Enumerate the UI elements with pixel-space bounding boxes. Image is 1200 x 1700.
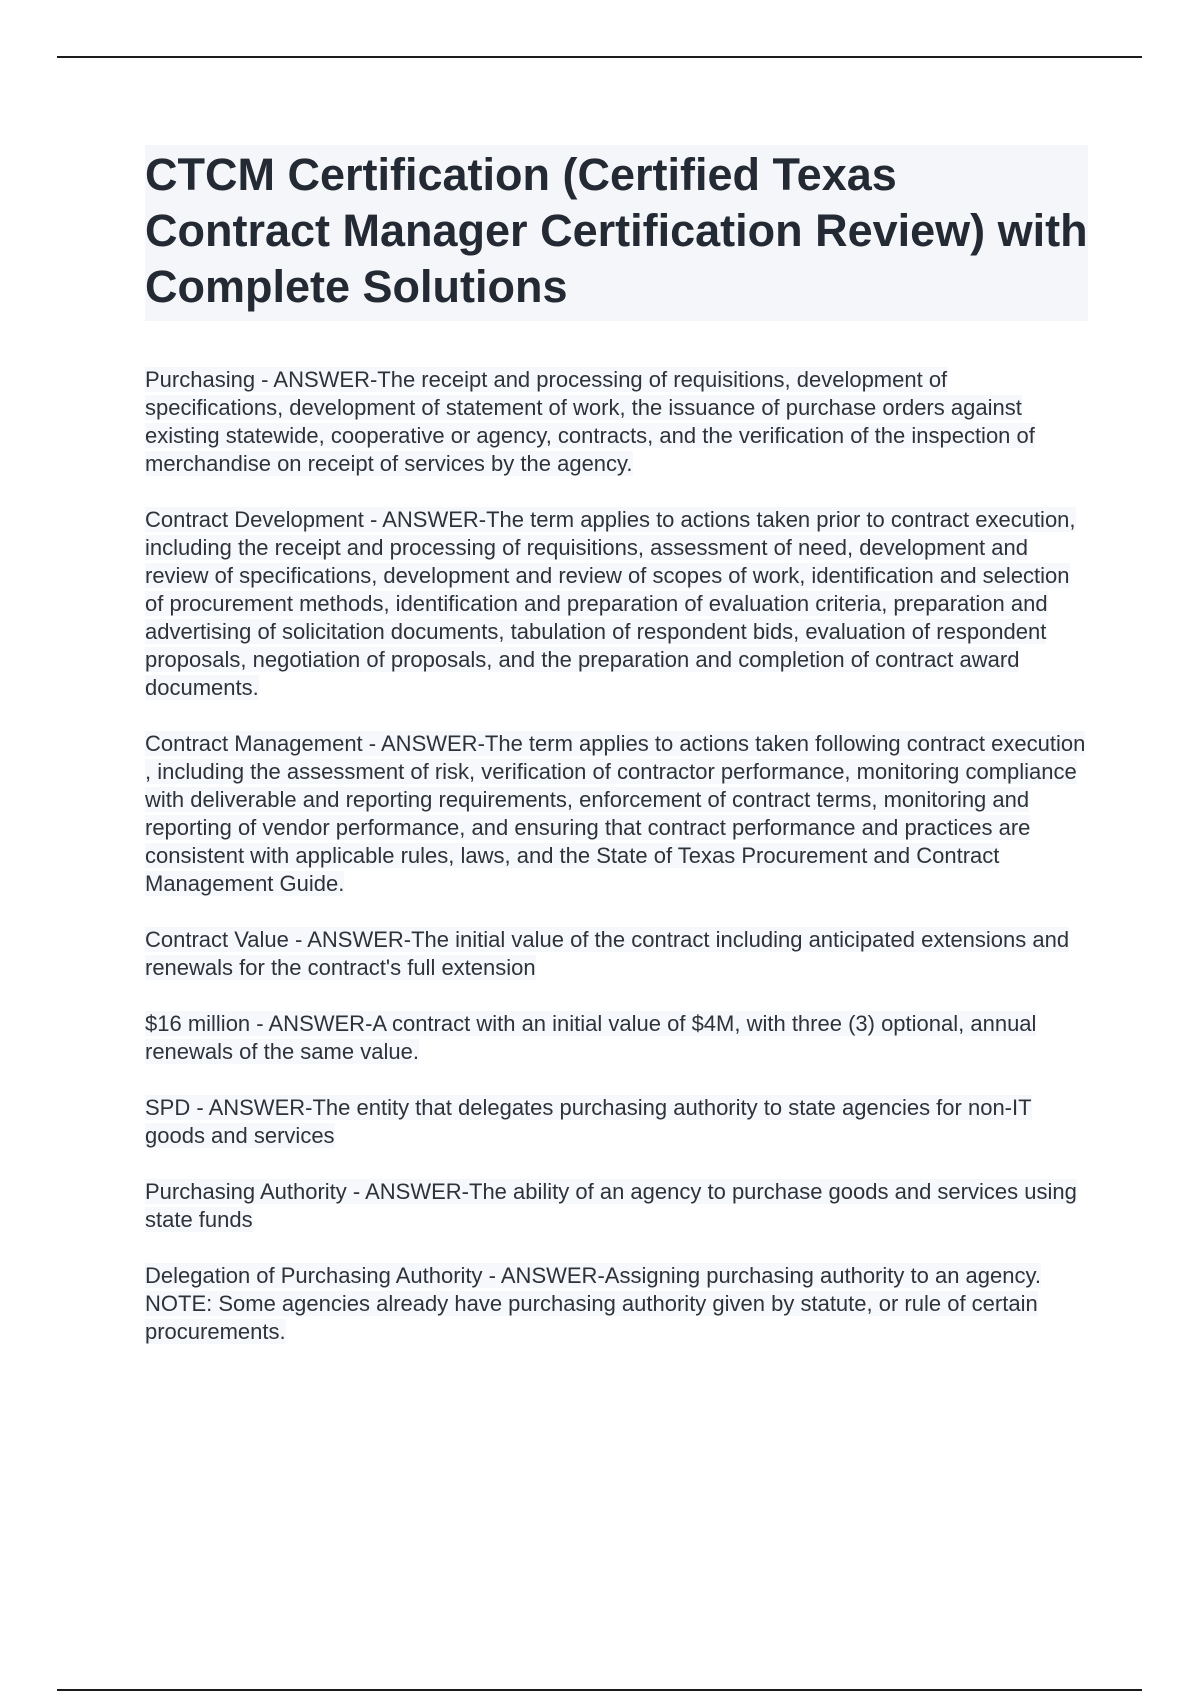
qa-entry [145, 506, 1088, 702]
qa-entry [145, 1178, 1088, 1234]
qa-entry-text: Purchasing - ANSWER-The receipt and processing of requisitions, development of specifications, development of statement of work, the issuance of purchase orders against existing statewide, cooperative or agency, contracts, and the verification of the inspection of merchandise on receipt of services by the agency. [145, 367, 1035, 476]
qa-entry [145, 366, 1088, 478]
bottom-rule [57, 1689, 1142, 1691]
top-rule [57, 56, 1142, 58]
qa-entry [145, 926, 1088, 982]
qa-entry-text: SPD - ANSWER-The entity that delegates purchasing authority to state agencies for non-IT goods and services [145, 1095, 1032, 1148]
qa-entry-text: Purchasing Authority - ANSWER-The ability of an agency to purchase goods and services using state funds [145, 1179, 1077, 1232]
qa-entry-text: Contract Management - ANSWER-The term applies to actions taken following contract execution , including the assessment of risk, verification of contractor performance, monitoring compliance with deliverable and reporting requirements, enforcement of contract terms, monitoring and reporting of vendor performance, and ensuring that contract performance and practices are consistent with applicable rules, laws, and the State of Texas Procurement and Contract Management Guide. [145, 731, 1086, 896]
document-title: CTCM Certification (Certified Texas Contract Manager Certification Review) with Complete Solutions [145, 149, 1088, 312]
title-block [145, 145, 1088, 321]
qa-entry-text: Contract Development - ANSWER-The term applies to actions taken prior to contract execution, including the receipt and processing of requisitions, assessment of need, development and review of specifications, development and review of scopes of work, identification and selection of procurement methods, identification and preparation of evaluation criteria, preparation and advertising of solicitation documents, tabulation of respondent bids, evaluation of respondent proposals, negotiation of proposals, and the preparation and completion of contract award documents. [145, 507, 1076, 700]
qa-list [145, 366, 1088, 1374]
qa-entry-text: Delegation of Purchasing Authority - ANSWER-Assigning purchasing authority to an agency. NOTE: Some agencies already have purchasing authority given by statute, or rule of certain procurements. [145, 1263, 1041, 1344]
qa-entry [145, 1262, 1088, 1346]
qa-entry-text: Contract Value - ANSWER-The initial value of the contract including anticipated extensions and renewals for the contract's full extension [145, 927, 1070, 980]
qa-entry [145, 1010, 1088, 1066]
qa-entry [145, 1094, 1088, 1150]
qa-entry [145, 730, 1088, 898]
qa-entry-text: $16 million - ANSWER-A contract with an initial value of $4M, with three (3) optional, annual renewals of the same value. [145, 1011, 1037, 1064]
